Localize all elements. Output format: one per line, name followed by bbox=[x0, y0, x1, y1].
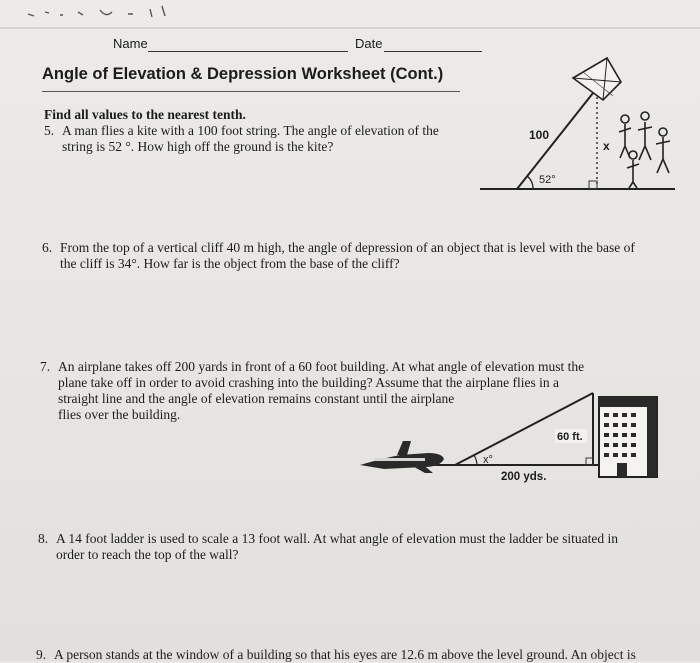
airplane-icon bbox=[360, 441, 444, 473]
date-label: Date bbox=[355, 36, 383, 51]
question-7-text-line3: straight line and the angle of elevation remains constant until the airplane bbox=[58, 391, 455, 406]
top-scribble-marks bbox=[0, 0, 700, 30]
question-5-text: A man flies a kite with a 100 foot string. The angle of elevation of the bbox=[62, 123, 439, 138]
name-field-line[interactable] bbox=[148, 51, 348, 52]
plane-diagram bbox=[355, 385, 675, 495]
question-8-text-line2: order to reach the top of the wall? bbox=[56, 547, 239, 562]
date-field-line[interactable] bbox=[384, 51, 482, 52]
worksheet-title: Angle of Elevation & Depression Worksheet (Cont.) bbox=[42, 65, 444, 83]
question-6-text-line2: the cliff is 34°. How far is the object from the base of the cliff? bbox=[60, 256, 400, 271]
question-5-number: 5. bbox=[44, 123, 55, 138]
kite-flyer-figures bbox=[619, 112, 670, 188]
building-icon bbox=[599, 397, 657, 477]
question-5-text-line2: string is 52 °. How high off the ground is the kite? bbox=[62, 139, 334, 154]
question-6-text: From the top of a vertical cliff 40 m high, the angle of depression of an object that is level with the base of bbox=[60, 240, 635, 255]
question-7-text: An airplane takes off 200 yards in front of a 60 foot building. At what angle of elevation must the bbox=[58, 359, 585, 374]
instructions-text: Find all values to the nearest tenth. bbox=[44, 107, 246, 122]
plane-height-label: 60 ft. bbox=[557, 431, 583, 443]
question-9-text: A person stands at the window of a building so that his eyes are 12.6 m above the level ground. An object is bbox=[54, 647, 636, 662]
question-8-number: 8. bbox=[38, 531, 49, 546]
kite-diagram bbox=[475, 52, 690, 197]
question-7-number: 7. bbox=[40, 359, 51, 374]
question-7-text-line2: plane take off in order to avoid crashing into the building? Assume that the airplane flies in a bbox=[58, 375, 559, 390]
kite-string-label: 100 bbox=[529, 128, 550, 142]
question-8-text: A 14 foot ladder is used to scale a 13 foot wall. At what angle of elevation must the ladder be situated in bbox=[56, 531, 618, 546]
kite-angle-arc bbox=[527, 176, 533, 189]
plane-distance-label: 200 yds. bbox=[501, 471, 547, 483]
plane-angle-label: x° bbox=[483, 454, 493, 466]
kite-height-label: x bbox=[603, 139, 610, 153]
kite-angle-label: 52° bbox=[539, 174, 556, 186]
title-underline bbox=[42, 91, 460, 92]
question-6-number: 6. bbox=[42, 240, 53, 255]
question-9-number: 9. bbox=[36, 647, 47, 662]
question-7-text-line4: flies over the building. bbox=[58, 407, 181, 422]
name-label: Name bbox=[113, 36, 148, 51]
